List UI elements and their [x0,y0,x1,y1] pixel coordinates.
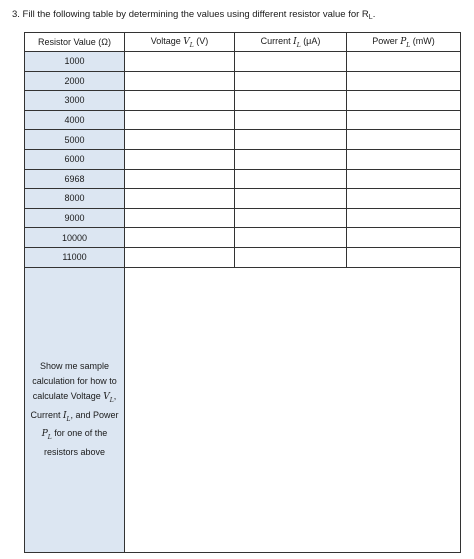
voltage-input-cell[interactable] [125,149,235,169]
resistor-value-cell: 1000 [25,52,125,72]
header-voltage-label: Voltage [150,35,184,46]
header-voltage-unit: (V) [193,35,209,46]
table-row [25,110,461,130]
power-input-cell[interactable] [347,71,461,91]
header-current-var [293,37,301,47]
calculation-prompt [25,267,125,552]
current-input-cell[interactable] [235,52,347,72]
calc-voltage-symbol: V [103,391,110,402]
calc-prompt-text: Show me sample calculation for how to calculate Voltage [32,360,117,401]
power-input-cell[interactable] [347,208,461,228]
question-suffix: . [372,9,376,20]
calc-power-symbol: P [41,429,48,440]
calc-power-subscript: L [47,434,52,442]
calc-power-var [41,429,52,442]
current-input-cell[interactable] [235,130,347,150]
resistor-value-cell: 6000 [25,149,125,169]
voltage-subscript: L [189,41,194,49]
header-voltage [125,33,235,52]
header-power-unit: (mW) [410,35,435,46]
voltage-input-cell[interactable] [125,110,235,130]
header-current [235,33,347,52]
resistor-value-cell: 6968 [25,169,125,189]
power-input-cell[interactable] [347,52,461,72]
table-row [25,228,461,248]
calc-current-symbol: I [62,410,67,421]
power-subscript: L [406,41,411,49]
table-row [25,91,461,111]
resistor-value-cell: 10000 [25,228,125,248]
current-input-cell[interactable] [235,189,347,209]
power-input-cell[interactable] [347,247,461,267]
table-row [25,169,461,189]
power-input-cell[interactable] [347,169,461,189]
power-symbol: P [400,36,407,47]
question-subscript: L [368,14,373,21]
voltage-input-cell[interactable] [125,91,235,111]
table-row [25,208,461,228]
current-input-cell[interactable] [235,228,347,248]
voltage-input-cell[interactable] [125,52,235,72]
current-subscript: L [296,41,301,49]
resistor-value-cell: 9000 [25,208,125,228]
table-row [25,149,461,169]
power-input-cell[interactable] [347,130,461,150]
voltage-input-cell[interactable] [125,189,235,209]
question-text [12,9,375,24]
power-input-cell[interactable] [347,91,461,111]
resistor-value-cell: 11000 [25,247,125,267]
resistor-value-cell: 4000 [25,110,125,130]
header-voltage-var [183,37,193,47]
results-table [24,32,461,553]
power-input-cell[interactable] [347,189,461,209]
voltage-input-cell[interactable] [125,208,235,228]
resistor-value-cell: 5000 [25,130,125,150]
current-input-cell[interactable] [235,71,347,91]
power-input-cell[interactable] [347,149,461,169]
header-power-label: Power [372,35,401,46]
power-input-cell[interactable] [347,228,461,248]
calc-voltage-subscript: L [109,396,114,404]
header-current-unit: (μA) [300,35,321,46]
table-row [25,52,461,72]
voltage-input-cell[interactable] [125,228,235,248]
calculation-answer-area[interactable] [125,267,461,552]
current-symbol: I [293,36,297,47]
voltage-input-cell[interactable] [125,130,235,150]
power-input-cell[interactable] [347,110,461,130]
calc-current-subscript: L [66,415,71,423]
calc-voltage-var [103,392,113,402]
header-power-var [400,37,410,47]
current-input-cell[interactable] [235,91,347,111]
current-input-cell[interactable] [235,247,347,267]
calc-prompt-end: for one of the resistors above [43,428,108,458]
header-current-label: Current [260,35,294,46]
voltage-input-cell[interactable] [125,169,235,189]
table-row [25,130,461,150]
voltage-symbol: V [183,36,190,47]
voltage-input-cell[interactable] [125,71,235,91]
calculation-row [25,267,461,552]
current-input-cell[interactable] [235,169,347,189]
voltage-input-cell[interactable] [125,247,235,267]
header-row [25,33,461,52]
resistor-value-cell: 2000 [25,71,125,91]
current-input-cell[interactable] [235,208,347,228]
current-input-cell[interactable] [235,110,347,130]
question-main: 3. Fill the following table by determining the values using different resistor value for R [12,9,369,20]
header-power [347,33,461,52]
resistor-value-cell: 3000 [25,91,125,111]
calc-prompt-current-text: , Current [30,390,117,420]
current-input-cell[interactable] [235,149,347,169]
table-row [25,71,461,91]
calc-prompt-power-text: , and Power [70,409,119,420]
header-resistor: Resistor Value (Ω) [25,33,125,52]
resistor-value-cell: 8000 [25,189,125,209]
table-row [25,189,461,209]
table-row [25,247,461,267]
calc-current-var [63,411,71,421]
